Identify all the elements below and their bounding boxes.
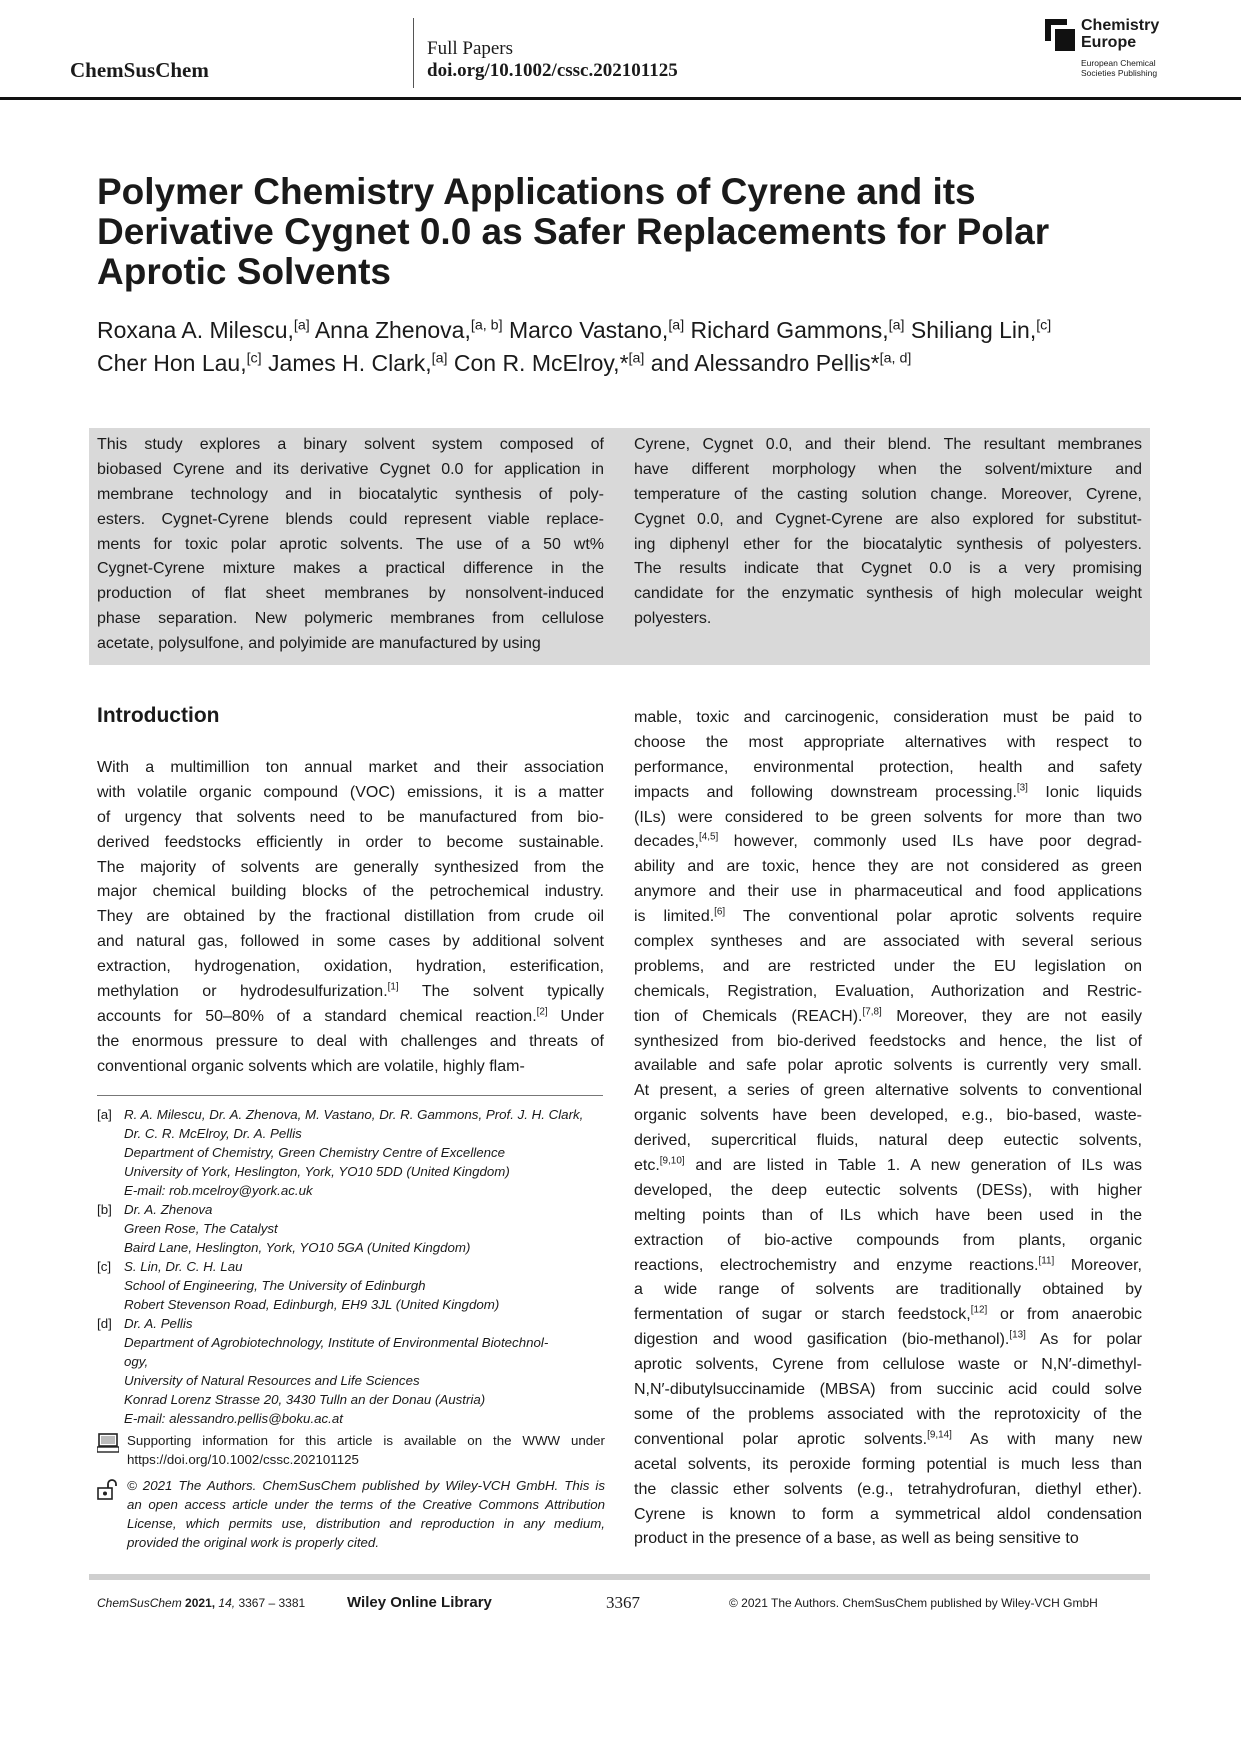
text-line: Supporting information for this article is available on the WWW under [127,1433,605,1448]
affiliation-line: University of Natural Resources and Life Sciences [124,1373,420,1388]
author-line [97,314,1177,347]
text-line: The majority of solvents are generally synthesized from the [97,858,604,876]
brand-name [1081,17,1159,51]
text-line: available and safe polar aprotic solvents is currently very small. [634,1057,1142,1075]
text-line: methylation or hydrodesulfurization.[1] The solvent typically [97,981,605,1001]
doi-link[interactable]: doi.org/10.1002/cssc.202101125 [427,60,678,81]
citation-ref[interactable]: [4,5] [698,832,719,844]
footer-rule [89,1574,1150,1580]
affiliation-footnote [97,1314,607,1428]
intro-column-right [634,706,1142,1552]
text-line: and natural gas, followed in some cases by additional solvent [97,933,604,951]
affiliation-footnote [97,1200,607,1257]
affiliation-footnote [97,1257,607,1314]
text-line: accounts for 50–80% of a standard chemical reaction.[2] Under [97,1006,604,1025]
text-line: performance, environmental protection, health and safety [634,758,1142,776]
affiliation-line: Konrad Lorenz Strasse 20, 3430 Tulln an der Donau (Austria) [124,1392,486,1407]
text-line: derived, supercritical fluids, natural deep eutectic solvents, [634,1132,1142,1150]
affiliation-line: Dr. A. Zhenova [124,1202,213,1217]
open-access-icon [97,1478,119,1500]
text-line: etc.[9,10] and are listed in Table 1. A new generation of ILs was [634,1155,1142,1175]
intro-column-left [97,756,604,1080]
text-line: https://doi.org/10.1002/cssc.202101125 [127,1452,359,1467]
citation-ref[interactable]: [13] [1009,1329,1026,1341]
author-name: and Alessandro Pellis* [650,350,880,376]
text-line: impacts and following downstream processing.[3] Ionic liquids [634,782,1143,801]
author-affiliation: [a] [293,317,310,334]
text-line: N,N′-dibutylsuccinamide (MBSA) from succinic acid could solve [634,1381,1142,1399]
footer-volume: 14, [218,1596,236,1610]
author-name: Con R. McElroy,* [453,350,629,376]
brand-subtitle-line-2: Societies Publishing [1081,68,1158,78]
text-line: melting points than of ILs which have been used in the [634,1206,1142,1224]
author-name: Marco Vastano, [508,317,669,343]
citation-ref[interactable]: [2] [536,1006,548,1018]
text-line: At present, a series of green alternative solvents to conventional [634,1082,1142,1100]
author-list [97,314,1177,380]
affiliation-line: Department of Agrobiotechnology, Institute of Environmental Biotechnol- [124,1335,549,1350]
citation-ref[interactable]: [1] [387,981,399,993]
author-affiliation: [a] [668,317,685,334]
author-name: James H. Clark, [268,350,432,376]
author-affiliation: [c] [246,350,262,367]
brand-name-line-1: Chemistry [1081,17,1160,34]
author-name: Roxana A. Milescu, [97,317,294,343]
footer-copyright: © 2021 The Authors. ChemSusChem published by Wiley-VCH GmbH [729,1596,1098,1610]
affiliation-line: Dr. A. Pellis [124,1316,193,1331]
author-name: Anna Zhenova, [314,317,471,343]
affiliation-line: Green Rose, The Catalyst [124,1221,278,1236]
citation-ref[interactable]: [9,14] [927,1429,952,1441]
text-line: complex syntheses and are associated with several serious [634,933,1142,951]
author-affiliation: [a, b] [470,317,503,334]
text-line: License, which permits use, distribution and reproduction in any medium, [127,1516,605,1531]
page-number: 3367 [606,1593,640,1612]
text-line: decades,[4,5] however, commonly used ILs have poor degrad- [634,832,1142,851]
title-line: Polymer Chemistry Applications of Cyrene and its [97,171,976,212]
section-heading: Introduction [97,704,220,727]
text-line: mable, toxic and carcinogenic, consideration must be paid to [634,709,1142,726]
author-affiliation: [a] [431,350,448,367]
chemistry-europe-logo-icon [1045,19,1075,51]
text-line: Cyrene is known to form a symmetrical aldol condensation [634,1505,1142,1523]
text-line: © 2021 The Authors. ChemSusChem published by Wiley-VCH GmbH. This is [127,1478,605,1493]
brand-name-line-2: Europe [1081,34,1137,51]
wiley-online-library-link[interactable]: Wiley Online Library [347,1594,492,1611]
text-line: ability and are toxic, hence they are not considered as green [634,858,1142,876]
text-line: biobased Cyrene and its derivative Cygnet 0.0 for application in [97,460,604,478]
text-line: with volatile organic compound (VOC) emissions, it is a matter [97,783,604,801]
text-line: The results indicate that Cygnet 0.0 is a very promising [634,560,1142,578]
footer-journal: ChemSusChem [97,1596,182,1610]
author-name: Shiliang Lin, [910,317,1037,343]
text-line: derived feedstocks efficiently in order to become sustainable. [97,833,604,851]
footer-pages: 3367 – 3381 [238,1596,306,1610]
text-line: production of flat sheet membranes by nonsolvent-induced [97,585,604,603]
text-line: phase separation. New polymeric membranes from cellulose [97,610,604,628]
author-affiliation: [c] [1036,317,1052,334]
affiliation-footnote [97,1105,607,1200]
author-affiliation: [a] [628,350,645,367]
affiliation-line: ogy, [124,1354,149,1369]
author-affiliation: [a, d] [879,350,912,367]
text-line: ing diphenyl ether for the biocatalytic synthesis of polyesters. [634,535,1142,553]
computer-icon [97,1433,119,1453]
affiliation-line: R. A. Milescu, Dr. A. Zhenova, M. Vastano, Dr. R. Gammons, Prof. J. H. Clark, [124,1107,584,1122]
affiliation-line: S. Lin, Dr. C. H. Lau [124,1259,243,1274]
text-line: provided the original work is properly cited. [127,1535,380,1550]
text-line: the enormous pressure to deal with challenges and threats of [97,1032,604,1050]
text-line: Cygnet-Cyrene mixture makes a practical difference in the [97,560,604,578]
text-line: choose the most appropriate alternatives with respect to [634,733,1142,751]
header-divider [413,18,414,88]
affiliation-label: [a] [97,1107,112,1122]
affiliation-line: Department of Chemistry, Green Chemistry Centre of Excellence [124,1145,506,1160]
citation-ref[interactable]: [11] [1038,1255,1055,1267]
text-line: of urgency that solvents need to be manufactured from bio- [97,808,604,826]
brand-subtitle-line-1: European Chemical [1081,58,1156,68]
text-line: extraction of bio-active compounds from plants, organic [634,1231,1142,1249]
footer-citation [97,1596,305,1610]
text-line: conventional organic solvents which are volatile, highly flam- [97,1057,525,1075]
text-line: They are obtained by the fractional distillation from crude oil [97,908,604,926]
text-line: candidate for the enzymatic synthesis of high molecular weight [634,585,1142,603]
affiliation-footnotes [97,1105,607,1428]
footnote-rule [97,1095,603,1096]
text-line: reactions, electrochemistry and enzyme reactions.[11] Moreover, [634,1255,1142,1274]
footer-year: 2021, [185,1596,216,1610]
text-line: chemicals, Registration, Evaluation, Authorization and Restric- [634,982,1142,1000]
author-name: Richard Gammons, [690,317,889,343]
text-line: acetal solvents, its peroxide forming potential is much less than [634,1455,1142,1473]
text-line: developed, the deep eutectic solvents (DESs), with higher [634,1181,1142,1199]
title-line: Aprotic Solvents [97,251,391,292]
license-text [127,1476,605,1552]
affiliation-line: Robert Stevenson Road, Edinburgh, EH9 3JL (United Kingdom) [124,1297,500,1312]
text-line: is limited.[6] The conventional polar aprotic solvents require [634,906,1142,926]
supporting-information-text [127,1431,605,1469]
affiliation-line: School of Engineering, The University of Edinburgh [124,1278,426,1293]
text-line: an open access article under the terms of the Creative Commons Attribution [127,1497,605,1512]
author-name: Cher Hon Lau, [97,350,247,376]
title-line: Derivative Cygnet 0.0 as Safer Replacements for Polar [97,211,1050,252]
text-line: fermentation of sugar or starch feedstock,[12] or from anaerobic [634,1305,1142,1324]
article-title [97,172,1097,292]
text-line: digestion and wood gasification (bio-methanol).[13] As for polar [634,1329,1143,1349]
affiliation-line[interactable]: E-mail: rob.mcelroy@york.ac.uk [124,1183,313,1198]
text-line: product in the presence of a base, as well as being sensitive to [634,1530,1079,1548]
text-line: the classic ether solvents (e.g., tetrahydrofuran, diethyl ether). [634,1480,1142,1498]
header-rule [0,97,1241,100]
text-line: (ILs) were considered to be green solvents for more than two [634,808,1142,826]
text-line: some of the problems associated with the reprotoxicity of the [634,1405,1142,1423]
text-line: conventional polar aprotic solvents.[9,14] As with many new [634,1429,1143,1448]
text-line: tion of Chemicals (REACH).[7,8] Moreover, they are not easily [634,1006,1142,1025]
text-line: acetate, polysulfone, and polyimide are manufactured by using [97,635,541,653]
text-line: ments for toxic polar aprotic solvents. The use of a 50 wt% [97,535,604,553]
affiliation-label: [c] [97,1259,112,1274]
text-line: polyesters. [634,610,712,628]
section-label: Full Papers [427,38,514,59]
affiliation-label: [b] [97,1202,112,1217]
text-line: This study explores a binary solvent system composed of [97,436,604,453]
text-line: have different morphology when the solvent/mixture and [634,460,1142,478]
citation-ref[interactable]: [6] [714,906,726,918]
text-line: anymore and their use in pharmaceutical and food applications [634,883,1142,901]
abstract-column-left [97,433,604,657]
text-line: With a multimillion ton annual market and their association [97,759,604,776]
citation-ref[interactable]: [9,10] [659,1155,685,1167]
author-affiliation: [a] [888,317,905,334]
affiliation-line: Dr. C. R. McElroy, Dr. A. Pellis [124,1126,302,1141]
citation-ref[interactable]: [7,8] [862,1006,882,1018]
text-line: Cygnet 0.0, and Cygnet-Cyrene are also explored for substitut- [634,510,1142,528]
author-line [97,347,1177,380]
abstract-column-right [634,433,1142,632]
text-line: esters. Cygnet-Cyrene blends could represent viable replace- [97,510,604,528]
affiliation-line: Baird Lane, Heslington, York, YO10 5GA (United Kingdom) [124,1240,471,1255]
text-line: organic solvents have been developed, e.g., bio-based, waste- [634,1107,1142,1125]
text-line: a wide range of solvents are traditionally obtained by [634,1281,1142,1299]
affiliation-line[interactable]: E-mail: alessandro.pellis@boku.ac.at [124,1411,343,1426]
citation-ref[interactable]: [3] [1016,782,1028,794]
affiliation-label: [d] [97,1316,112,1331]
text-line: aprotic solvents, Cyrene from cellulose waste or N,N′-dimethyl- [634,1356,1142,1374]
journal-name: ChemSusChem [70,58,209,82]
text-line: major chemical building blocks of the petrochemical industry. [97,883,604,901]
text-line: extraction, hydrogenation, oxidation, hydration, esterification, [97,958,604,976]
text-line: synthesized from bio-derived feedstocks and hence, the list of [634,1032,1142,1050]
text-line: membrane technology and in biocatalytic synthesis of poly- [97,485,604,503]
citation-ref[interactable]: [12] [970,1305,988,1317]
text-line: Cyrene, Cygnet 0.0, and their blend. The resultant membranes [634,436,1142,453]
text-line: problems, and are restricted under the EU legislation on [634,957,1142,975]
text-line: temperature of the casting solution change. Moreover, Cyrene, [634,485,1142,503]
brand-subtitle [1081,58,1157,78]
affiliation-line: University of York, Heslington, York, YO10 5DD (United Kingdom) [124,1164,510,1179]
